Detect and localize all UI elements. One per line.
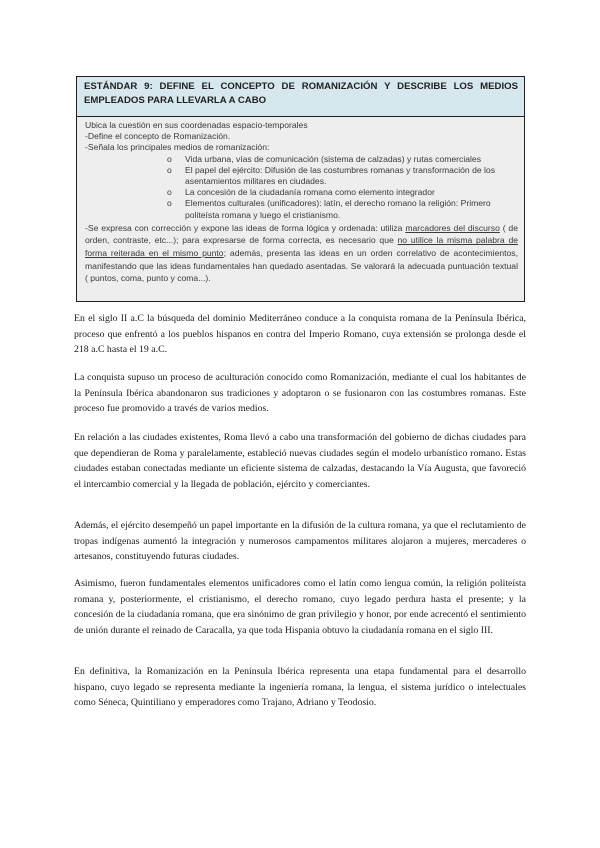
standard-title: ESTÁNDAR 9: DEFINE EL CONCEPTO DE ROMANIZACIÓN Y DESCRIBE LOS MEDIOS EMPLEADOS PARA LLEVARLA A CABO: [77, 77, 524, 117]
subitem: [85, 165, 518, 187]
criterion-underlined: marcadores del discurso: [405, 222, 500, 233]
paragraph: En relación a las ciudades existentes, Roma llevó a cabo una transformación del gobierno de dichas ciudades para que dependieran de Roma y paralelamente, estableció nuevas ciudades según el modelo urbanístico romano. Estas ciudades estaban conectadas mediante un eficiente sistema de calzadas, destacando la Vía Augusta, que favoreció el intercambio comercial y la llegada de población, ejército y comerciantes.: [74, 432, 526, 490]
subitem: [85, 187, 518, 198]
bullet-icon: o: [167, 187, 172, 198]
criterion-text: ; además, presenta las ideas en un orden correlativo de acontecimientos, manifestando que las ideas fundamentales han quedado asentadas. Se valorará la adecuada puntuación textual ( puntos, coma, punto y coma...).: [85, 248, 518, 284]
subitem-text: La concesión de la ciudadanía romana como elemento integrador: [185, 187, 435, 198]
subitem: [85, 154, 518, 165]
paragraph: La conquista supuso un proceso de aculturación conocido como Romanización, mediante el cual los habitantes de la Península Ibérica abandonaron sus tradiciones y adoptaron o se fusionaron con las costumbres romanas. Este proceso fue promovido a través de varios medios.: [74, 372, 526, 415]
paragraph: En definitiva, la Romanización en la Península Ibérica representa una etapa fundamental para el desarrollo hispano, cuyo legado se representa mediante la ingeniería romana, la lengua, el sistema jurídico o intelectuales como Séneca, Quintiliano y emperadores como Trajano, Adriano y Teodosio.: [74, 666, 526, 709]
paragraph: Asimismo, fueron fundamentales elementos unificadores como el latín como lengua común, la religión politeísta romana y, posteriormente, el cristianismo, el derecho romano, cuyo legado perdura hasta el presente; y la concesión de la ciudadanía romana, que era sinónimo de gran privilegio y honor, por ende acrecentó el sentimiento de unión durante el reinado de Caracalla, ya que toda Hispania obtuvo la ciudadanía romana en el siglo III.: [74, 578, 526, 636]
criterion-underlined: no utilice la misma palabra de forma reiterada en el mismo punto: [85, 235, 519, 259]
criterion-text: -Se expresa con corrección y expone las ideas de forma lógica y ordenada: utiliza: [85, 222, 406, 233]
subitem-text: El papel del ejército: Difusión de las costumbres romanas y transformación de los asentamientos militares en ciudades.: [185, 164, 496, 187]
criteria-line: -Señala los principales medios de romanización:: [85, 142, 270, 153]
criteria-line: Ubica la cuestión en sus coordenadas espacio-temporales: [85, 120, 308, 130]
criterion-text: ( de orden, contraste, etc...); para expresarse de forma correcta, es necesario que: [85, 222, 518, 246]
standard-criteria: [77, 117, 524, 285]
subitem: [85, 198, 518, 220]
bullet-icon: o: [167, 198, 172, 209]
bullet-icon: o: [167, 153, 172, 164]
bullet-icon: o: [167, 164, 172, 175]
subitem-text: Vida urbana, vías de comunicación (sistema de calzadas) y rutas comerciales: [185, 153, 481, 164]
paragraph: Además, el ejército desempeñó un papel importante en la difusión de la cultura romana, ya que el reclutamiento de tropas indígenas aumentó la integración y numerosos campamentos militares alojaron a mujeres, mercaderes o artesanos, constituyendo futuras ciudades.: [74, 520, 526, 563]
subitem-text: Elementos culturales (unificadores): latín, el derecho romano la religión: Primero politeísta romana y luego el cristianismo.: [185, 198, 491, 220]
criteria-line: -Define el concepto de Romanización.: [85, 131, 231, 142]
expression-criterion: [85, 222, 518, 285]
paragraph: En el siglo II a.C la búsqueda del dominio Mediterráneo conduce a la conquista romana de la Península Ibérica, proceso que enfrentó a los pueblos hispanos en contra del Imperio Romano, cuya extensión se prolonga desde el 218 a.C hasta el 19 a.C.: [74, 313, 526, 356]
standard-box: [76, 76, 525, 302]
